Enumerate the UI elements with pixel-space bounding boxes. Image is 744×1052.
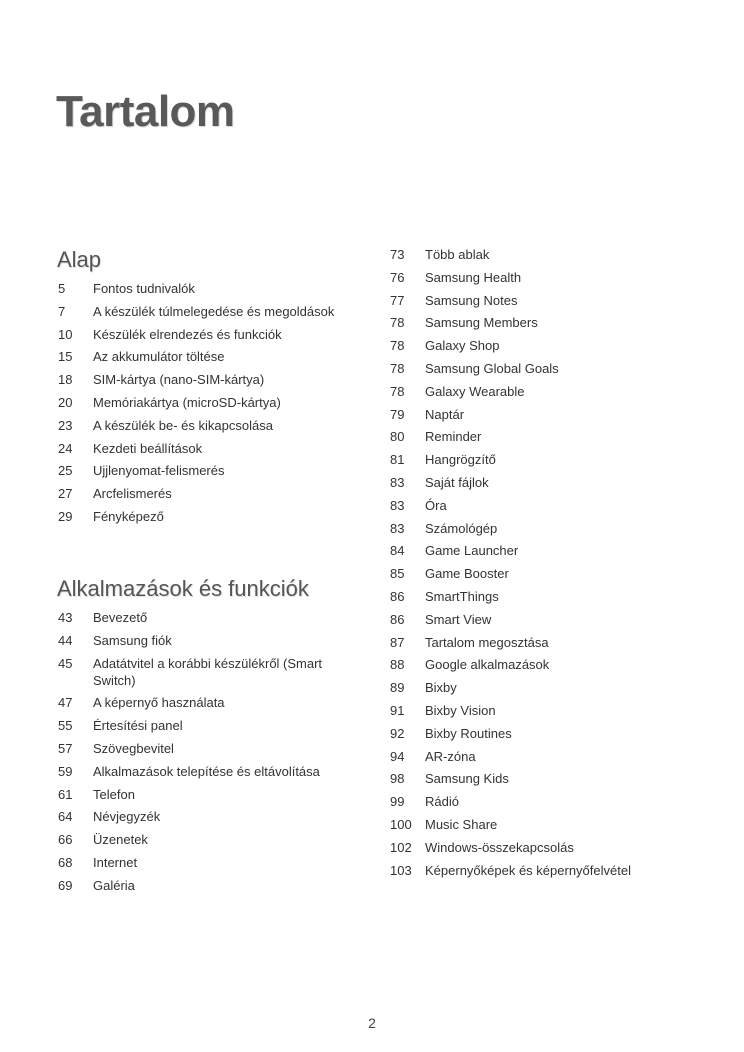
toc-page-number: 18 [58,372,73,388]
toc-entry-label: Számológép [425,520,498,536]
toc-page-number: 78 [390,383,405,399]
toc-entry[interactable] [390,542,631,565]
toc-page-number: 94 [390,748,405,764]
toc-entry-label: Óra [425,497,447,513]
toc-entry-label: Memóriakártya (microSD-kártya) [93,394,281,410]
toc-entry-label: A készülék túlmelegedése és megoldások [93,303,335,319]
toc-page-number: 5 [58,281,66,296]
toc-entry-label: SmartThings [425,588,499,604]
toc-entry[interactable] [58,655,348,695]
toc-entry-label: Game Launcher [425,543,519,559]
toc-entry-label: Fényképező [93,508,164,524]
toc-page-number: 99 [390,794,405,810]
toc-entry[interactable] [390,497,631,520]
toc-entry[interactable] [58,485,348,508]
toc-entry-label: Képernyőképek és képernyőfelvétel [425,862,631,878]
toc-page-number: 100 [390,816,412,832]
toc-entry[interactable] [390,611,631,634]
toc-entry-label: Bevezető [93,610,148,625]
toc-entry[interactable] [390,565,631,588]
toc-entry[interactable] [58,831,348,854]
toc-entry-label: Galaxy Wearable [425,383,525,399]
toc-page-number: 68 [58,854,73,870]
toc-page-number: 83 [390,520,405,536]
toc-page-number: 66 [58,832,73,848]
toc-entry[interactable] [390,634,631,657]
toc-entry-label: Samsung Notes [425,292,518,308]
toc-entry[interactable] [390,451,631,474]
toc-page-number: 79 [390,406,405,422]
toc-entry[interactable] [390,816,631,839]
toc-page-number: 7 [58,303,66,319]
toc-page-number: 77 [390,292,405,308]
toc-entry-label: Adatátvitel a korábbi készülékről (Smart Switch) [93,655,323,688]
toc-entry-label: Fontos tudnivalók [93,281,195,296]
toc-entry-label: Szövegbevitel [93,740,174,756]
toc-page-number: 80 [390,429,405,445]
toc-page-number: 86 [390,611,405,627]
toc-entry-label: Saját fájlok [425,474,489,490]
toc-list-alap [58,280,348,531]
toc-entry-label: Windows-összekapcsolás [425,839,574,855]
toc-entry[interactable] [390,839,631,862]
toc-entry-label: Üzenetek [93,832,148,848]
toc-page-number: 73 [390,247,405,262]
toc-entry-label: A képernyő használata [93,695,225,711]
toc-page-number: 43 [58,610,73,625]
toc-page-number: 83 [390,474,405,490]
toc-entry[interactable] [390,337,631,360]
toc-page-number: 55 [58,718,73,734]
toc-entry-label: Bixby Routines [425,725,512,741]
toc-page-number: 61 [58,786,73,802]
toc-page-number: 91 [390,702,405,718]
toc-entry-label: Galaxy Shop [425,338,500,354]
toc-entry[interactable] [390,406,631,429]
toc-entry-label: Galéria [93,877,135,893]
toc-list-continued [390,246,631,884]
toc-page-number: 88 [390,657,405,673]
toc-page-number: 102 [390,839,412,855]
toc-entry-label: Arcfelismerés [93,486,172,502]
toc-page-number: 98 [390,771,405,787]
toc-entry[interactable] [390,428,631,451]
toc-entry-label: Rádió [425,794,459,810]
toc-entry-label: SIM-kártya (nano-SIM-kártya) [93,372,265,388]
toc-entry[interactable] [390,679,631,702]
toc-page-number: 78 [390,315,405,331]
toc-page-number: 27 [58,486,73,502]
toc-entry-label: Reminder [425,429,482,445]
toc-page-number: 23 [58,417,73,433]
toc-entry[interactable] [58,717,348,740]
toc-entry-label: Game Booster [425,566,509,582]
toc-page-number: 103 [390,862,412,878]
toc-page-number: 83 [390,497,405,513]
toc-page-number: 69 [58,877,73,893]
toc-page-number: 20 [58,394,73,410]
toc-entry[interactable] [390,383,631,406]
toc-entry-label: Több ablak [425,247,490,262]
toc-entry-label: Telefon [93,786,135,802]
toc-entry-label: Internet [93,854,138,870]
toc-page-number: 44 [58,632,73,648]
toc-page-number: 64 [58,809,73,825]
toc-entry-label: Értesítési panel [93,718,183,734]
toc-entry[interactable] [58,854,348,877]
section-heading-alkalmazasok: Alkalmazások és funkciók [57,576,309,601]
toc-entry-label: Samsung Kids [425,771,509,787]
toc-entry-label: Samsung fiók [93,632,172,648]
toc-page-number: 24 [58,440,73,456]
toc-page-number: 81 [390,452,405,468]
toc-entry[interactable] [390,702,631,725]
toc-entry-label: Alkalmazások telepítése és eltávolítása [93,763,320,779]
toc-entry[interactable] [58,462,348,485]
toc-entry[interactable] [390,725,631,748]
toc-page-number: 47 [58,695,73,711]
toc-entry[interactable] [58,632,348,655]
toc-entry-label: Bixby Vision [425,702,496,718]
toc-entry[interactable] [390,588,631,611]
toc-entry[interactable] [390,269,631,292]
toc-entry[interactable] [390,314,631,337]
toc-entry[interactable] [390,292,631,315]
toc-page-number: 86 [390,588,405,604]
toc-entry-label: Music Share [425,816,498,832]
toc-entry-label: Tartalom megosztása [425,634,549,650]
toc-entry[interactable] [58,786,348,809]
toc-entry-label: Samsung Members [425,315,538,331]
toc-entry[interactable] [58,609,348,632]
page-number: 2 [368,1015,376,1031]
toc-page-number: 29 [58,508,73,524]
toc-entry[interactable] [58,303,348,326]
toc-entry[interactable] [390,246,631,269]
toc-entry-label: Google alkalmazások [425,657,550,673]
page-title: Tartalom [56,87,235,136]
toc-page-number: 57 [58,740,73,756]
toc-entry[interactable] [390,748,631,771]
section-heading-alap: Alap [57,247,102,272]
toc-entry-label: Naptár [425,406,465,422]
toc-entry[interactable] [58,808,348,831]
toc-entry[interactable] [390,474,631,497]
toc-page-number: 10 [58,326,73,342]
toc-page-number: 25 [58,463,73,479]
toc-entry[interactable] [390,862,631,885]
toc-entry-label: Az akkumulátor töltése [93,349,225,365]
toc-entry[interactable] [58,740,348,763]
toc-entry[interactable] [58,694,348,717]
toc-entry-label: Smart View [425,611,492,627]
toc-entry-label: Készülék elrendezés és funkciók [93,326,282,342]
toc-entry[interactable] [390,793,631,816]
toc-entry-label: Ujjlenyomat-felismerés [93,463,225,479]
toc-entry[interactable] [390,770,631,793]
toc-entry-label: Samsung Health [425,269,522,285]
toc-entry[interactable] [390,656,631,679]
toc-entry[interactable] [58,417,348,440]
toc-entry[interactable] [390,520,631,543]
toc-page-number: 78 [390,360,405,376]
toc-page-number: 76 [390,269,405,285]
toc-entry[interactable] [390,360,631,383]
toc-entry-label: AR-zóna [425,748,476,764]
toc-page-number: 59 [58,763,73,779]
toc-entry-label: Hangrögzítő [425,452,496,468]
toc-entry-label: Samsung Global Goals [425,360,559,376]
toc-page-number: 89 [390,680,405,696]
toc-entry[interactable] [58,326,348,349]
toc-page-number: 78 [390,338,405,354]
toc-entry[interactable] [58,348,348,371]
toc-page-number: 92 [390,725,405,741]
toc-entry-label: Bixby [425,680,457,696]
toc-entry[interactable] [58,394,348,417]
toc-page-number: 87 [390,634,405,650]
toc-entry[interactable] [58,371,348,394]
toc-entry[interactable] [58,508,348,531]
toc-page-number: 45 [58,655,73,671]
toc-entry[interactable] [58,280,348,303]
toc-entry-label: Névjegyzék [93,809,161,825]
toc-list-alkalmazasok [58,609,348,900]
toc-page-number: 85 [390,566,405,582]
toc-page-number: 15 [58,349,73,365]
toc-entry[interactable] [58,440,348,463]
toc-entry-label: A készülék be- és kikapcsolása [93,417,273,433]
toc-entry[interactable] [58,763,348,786]
toc-entry[interactable] [58,877,348,900]
toc-page-number: 84 [390,543,405,559]
toc-entry-label: Kezdeti beállítások [93,440,203,456]
